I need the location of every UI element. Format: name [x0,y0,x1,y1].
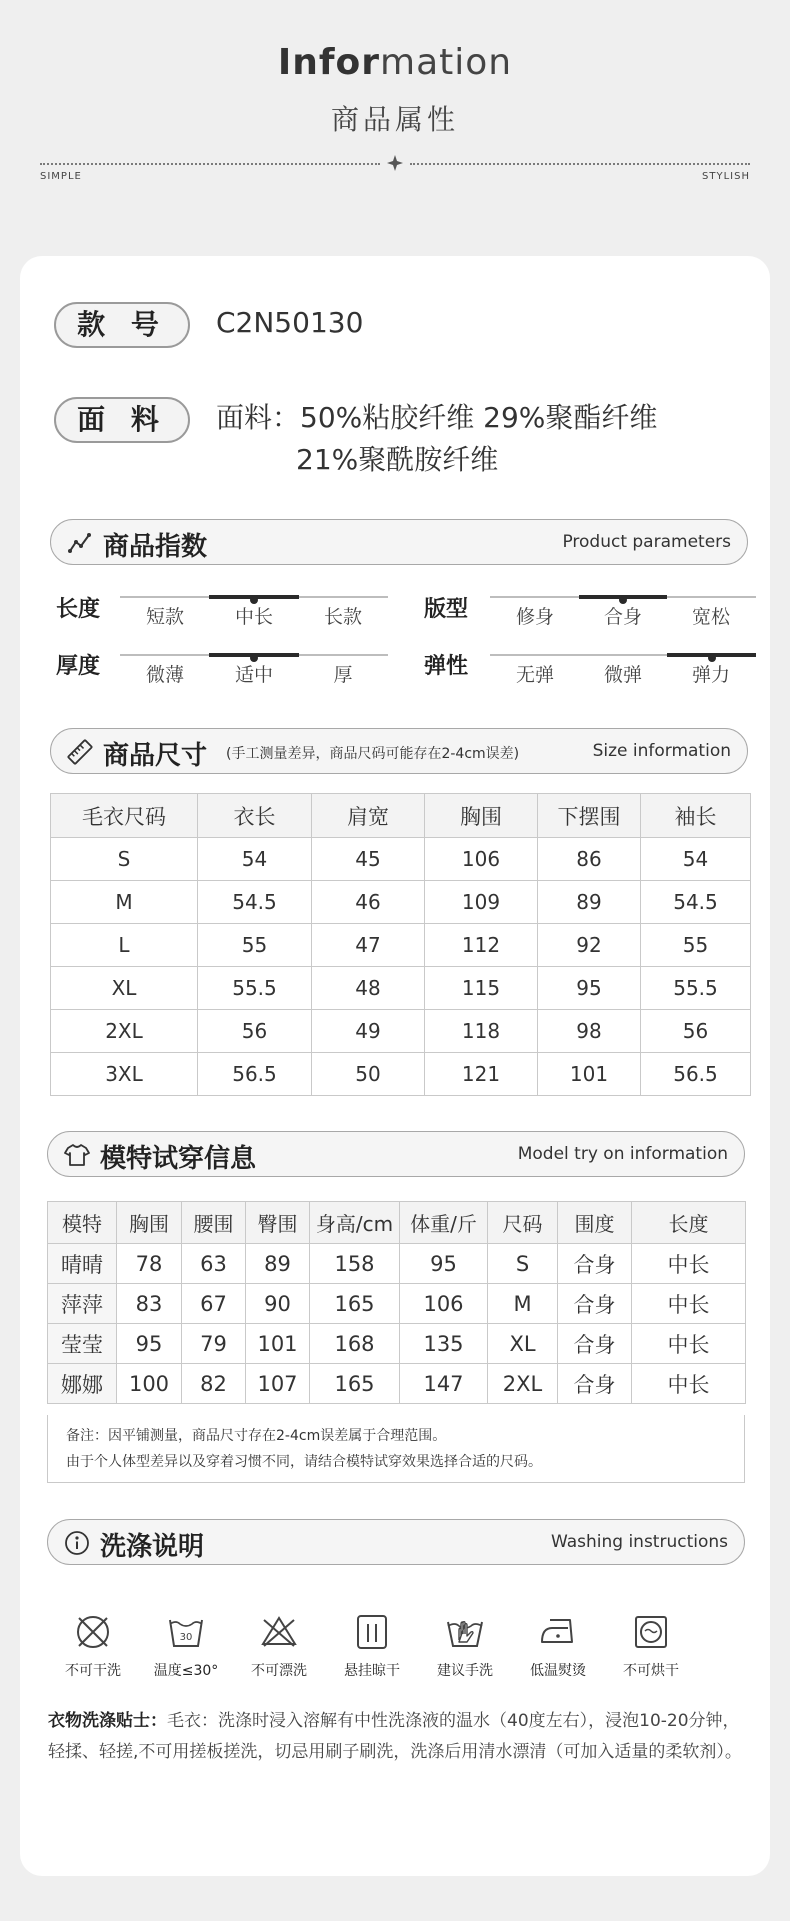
index-option: 长款 [323,606,362,628]
model-table-cell: 合身 [558,1324,632,1364]
size-table-cell: 55.5 [641,967,751,1010]
size-table-header-cell: 胸围 [425,794,538,838]
size-table-header-cell: 袖长 [641,794,751,838]
index-label-elasticity: 弹性 [424,654,469,679]
index-option: 中长 [234,606,273,628]
model-table-cell: 67 [182,1284,246,1324]
header-title-bold: Infor [277,42,381,83]
index-label-fit: 版型 [424,597,469,622]
wash-item-no-tumble-dry [603,1612,699,1680]
size-table-header-cell: 肩宽 [312,794,425,838]
model-table-cell: 萍萍 [48,1284,117,1324]
wash-label: 温度≤30° [153,1663,219,1679]
section-en-product-index: Product parameters [562,532,731,552]
index-label-length: 长度 [56,597,101,622]
section-title-product-index: 商品指数 [103,532,208,562]
size-table-cell: 86 [538,838,641,881]
model-table-header-cell: 胸围 [117,1202,182,1244]
model-table-row [48,1244,746,1284]
low-iron-icon [538,1612,578,1652]
index-option: 弹力 [691,664,730,686]
section-bar-product-index [50,519,748,565]
model-table-cell: 90 [246,1284,310,1324]
info-card [20,256,770,1876]
model-table-header-cell: 身高/cm [310,1202,400,1244]
washing-tips-label: 衣物洗涤贴士： [48,1711,167,1731]
size-table-header-cell: 衣长 [198,794,312,838]
header-title-thin: mation [380,42,513,83]
no-bleach-icon [259,1612,299,1652]
trend-line-icon [67,530,93,556]
size-table-row [51,1053,751,1096]
size-table-cell: 45 [312,838,425,881]
size-table-cell: 109 [425,881,538,924]
size-table-cell: 54 [198,838,312,881]
no-tumble-dry-icon [631,1612,671,1652]
corner-text-stylish: STYLISH [702,171,750,182]
model-table-cell: 135 [400,1324,488,1364]
model-table-cell: 101 [246,1324,310,1364]
index-option: 合身 [603,606,642,628]
model-table-cell: 107 [246,1364,310,1404]
model-table-cell: 娜娜 [48,1364,117,1404]
model-table-cell: 158 [310,1244,400,1284]
model-table-row [48,1324,746,1364]
model-table-cell: 95 [117,1324,182,1364]
hand-wash-icon [445,1612,485,1652]
model-table-header-cell: 腰围 [182,1202,246,1244]
wash-item-hand-wash [417,1612,513,1680]
size-table-cell: 3XL [51,1053,198,1096]
size-table-header-cell: 毛衣尺码 [51,794,198,838]
model-table-header-row [48,1202,746,1244]
section-en-model: Model try on information [517,1144,728,1164]
model-table-cell: 中长 [632,1324,746,1364]
model-table-header-cell: 体重/斤 [400,1202,488,1244]
model-table-cell: 2XL [488,1364,558,1404]
size-table-cell: S [51,838,198,881]
index-option: 适中 [234,664,273,686]
size-table [50,793,751,1096]
divider-left [40,163,380,165]
size-table-cell: 56 [641,1010,751,1053]
corner-text-simple: SIMPLE [40,171,82,182]
model-table-cell: 合身 [558,1244,632,1284]
model-table-cell: 中长 [632,1364,746,1404]
section-title-model: 模特试穿信息 [100,1144,257,1174]
fabric-label: 面 料 [54,397,190,443]
size-table-cell: 106 [425,838,538,881]
washing-tips-text: 毛衣：洗涤时浸入溶解有中性洗涤液的温水（40度左右），浸泡10-20分钟，轻揉、轻搓,不可用搓板搓洗，切忌用刷子刷洗，洗涤后用清水漂清（可加入适量的柔软剂）。 [48,1711,742,1762]
section-bar-size [50,728,748,774]
size-table-cell: 56.5 [198,1053,312,1096]
model-table-cell: 中长 [632,1244,746,1284]
size-table-cell: 101 [538,1053,641,1096]
index-option: 短款 [145,606,184,628]
divider-right [410,163,750,165]
wash-item-no-bleach [231,1612,327,1680]
size-table-cell: 54.5 [198,881,312,924]
index-option: 宽松 [691,606,730,628]
model-table-cell: 63 [182,1244,246,1284]
wash-label: 悬挂晾干 [344,1663,400,1679]
wash-label: 不可干洗 [65,1663,121,1679]
model-table-row [48,1364,746,1404]
model-table-row [48,1284,746,1324]
model-table-cell: 89 [246,1244,310,1284]
wash-label: 建议手洗 [437,1663,493,1679]
size-table-cell: 89 [538,881,641,924]
size-table-cell: 98 [538,1010,641,1053]
size-table-cell: 56 [198,1010,312,1053]
tshirt-icon [64,1142,90,1168]
size-table-row [51,967,751,1010]
fabric-line-2: 21%聚酰胺纤维 [296,443,499,476]
model-table-header-cell: 长度 [632,1202,746,1244]
compass-cross-icon [386,154,404,172]
model-table-cell: 82 [182,1364,246,1404]
index-option: 微弹 [603,664,642,686]
section-title-size: 商品尺寸 [103,741,208,771]
wash-item-wash-30 [138,1612,234,1680]
hang-dry-icon [352,1612,392,1652]
size-table-cell: 56.5 [641,1053,751,1096]
index-option: 修身 [515,606,554,628]
index-option: 厚 [333,664,353,686]
style-no-label: 款 号 [54,302,190,348]
wash-label: 不可漂洗 [251,1663,307,1679]
section-bar-model [47,1131,745,1177]
wash-item-hang-dry [324,1612,420,1680]
model-note-1: 备注：因平铺测量，商品尺寸存在2-4cm误差属于合理范围。 [66,1428,447,1444]
size-table-row [51,1010,751,1053]
model-table-header-cell: 尺码 [488,1202,558,1244]
size-table-row [51,838,751,881]
model-table-cell: 83 [117,1284,182,1324]
wash-item-low-iron [510,1612,606,1680]
model-table-cell: 95 [400,1244,488,1284]
model-table-cell: 合身 [558,1364,632,1404]
size-table-cell: 115 [425,967,538,1010]
size-table-cell: 55.5 [198,967,312,1010]
index-label-thickness: 厚度 [56,654,101,679]
size-table-cell: 118 [425,1010,538,1053]
model-table-cell: 106 [400,1284,488,1324]
model-table-cell: 147 [400,1364,488,1404]
model-table-cell: 100 [117,1364,182,1404]
model-table-cell: S [488,1244,558,1284]
model-table-cell: 78 [117,1244,182,1284]
model-note-2: 由于个人体型差异以及穿着习惯不同，请结合模特试穿效果选择合适的尺码。 [66,1454,542,1470]
size-table-cell: 46 [312,881,425,924]
size-table-cell: 95 [538,967,641,1010]
style-no-value: C2N50130 [216,306,364,339]
model-table-cell: 168 [310,1324,400,1364]
svg-text:30: 30 [179,1632,193,1643]
size-table-cell: L [51,924,198,967]
model-notes [47,1415,745,1483]
size-table-cell: 50 [312,1053,425,1096]
section-en-size: Size information [592,741,731,761]
section-title-washing: 洗涤说明 [100,1532,205,1562]
wash-30-icon [166,1612,206,1652]
size-table-cell: 54.5 [641,881,751,924]
model-table-cell: 165 [310,1284,400,1324]
size-table-cell: 121 [425,1053,538,1096]
model-table-cell: 79 [182,1324,246,1364]
model-table-cell: 莹莹 [48,1324,117,1364]
size-table-header-cell: 下摆围 [538,794,641,838]
section-note-size: (手工测量差异，商品尺码可能存在2-4cm误差) [226,746,520,762]
section-bar-washing [47,1519,745,1565]
model-table-cell: 合身 [558,1284,632,1324]
size-table-cell: 47 [312,924,425,967]
size-table-cell: 54 [641,838,751,881]
header-subtitle: 商品属性 [330,103,459,136]
size-table-row [51,924,751,967]
model-table-cell: 中长 [632,1284,746,1324]
section-en-washing: Washing instructions [550,1532,728,1552]
no-dry-clean-icon [73,1612,113,1652]
size-table-cell: 92 [538,924,641,967]
model-table-cell: 165 [310,1364,400,1404]
wash-label: 低温熨烫 [530,1663,586,1679]
size-table-row [51,881,751,924]
size-table-cell: 55 [198,924,312,967]
wash-label: 不可烘干 [623,1663,679,1679]
ruler-icon [67,739,93,765]
index-option: 微薄 [145,664,184,686]
model-table-header-cell: 臀围 [246,1202,310,1244]
size-table-cell: 2XL [51,1010,198,1053]
model-table-cell: 晴晴 [48,1244,117,1284]
size-table-cell: 49 [312,1010,425,1053]
model-table-header-cell: 模特 [48,1202,117,1244]
model-table-header-cell: 围度 [558,1202,632,1244]
fabric-line-1: 面料：50%粘胶纤维 29%聚酯纤维 [216,401,658,434]
size-table-cell: 112 [425,924,538,967]
header-title [0,42,790,83]
info-icon [64,1530,90,1556]
index-option: 无弹 [515,664,554,686]
model-table-cell: XL [488,1324,558,1364]
wash-item-no-dry-clean [45,1612,141,1680]
model-table-cell: M [488,1284,558,1324]
size-table-cell: 55 [641,924,751,967]
size-table-cell: M [51,881,198,924]
size-table-cell: 48 [312,967,425,1010]
model-table [47,1201,746,1404]
washing-tips [48,1706,748,1768]
size-table-cell: XL [51,967,198,1010]
size-table-header-row [51,794,751,838]
